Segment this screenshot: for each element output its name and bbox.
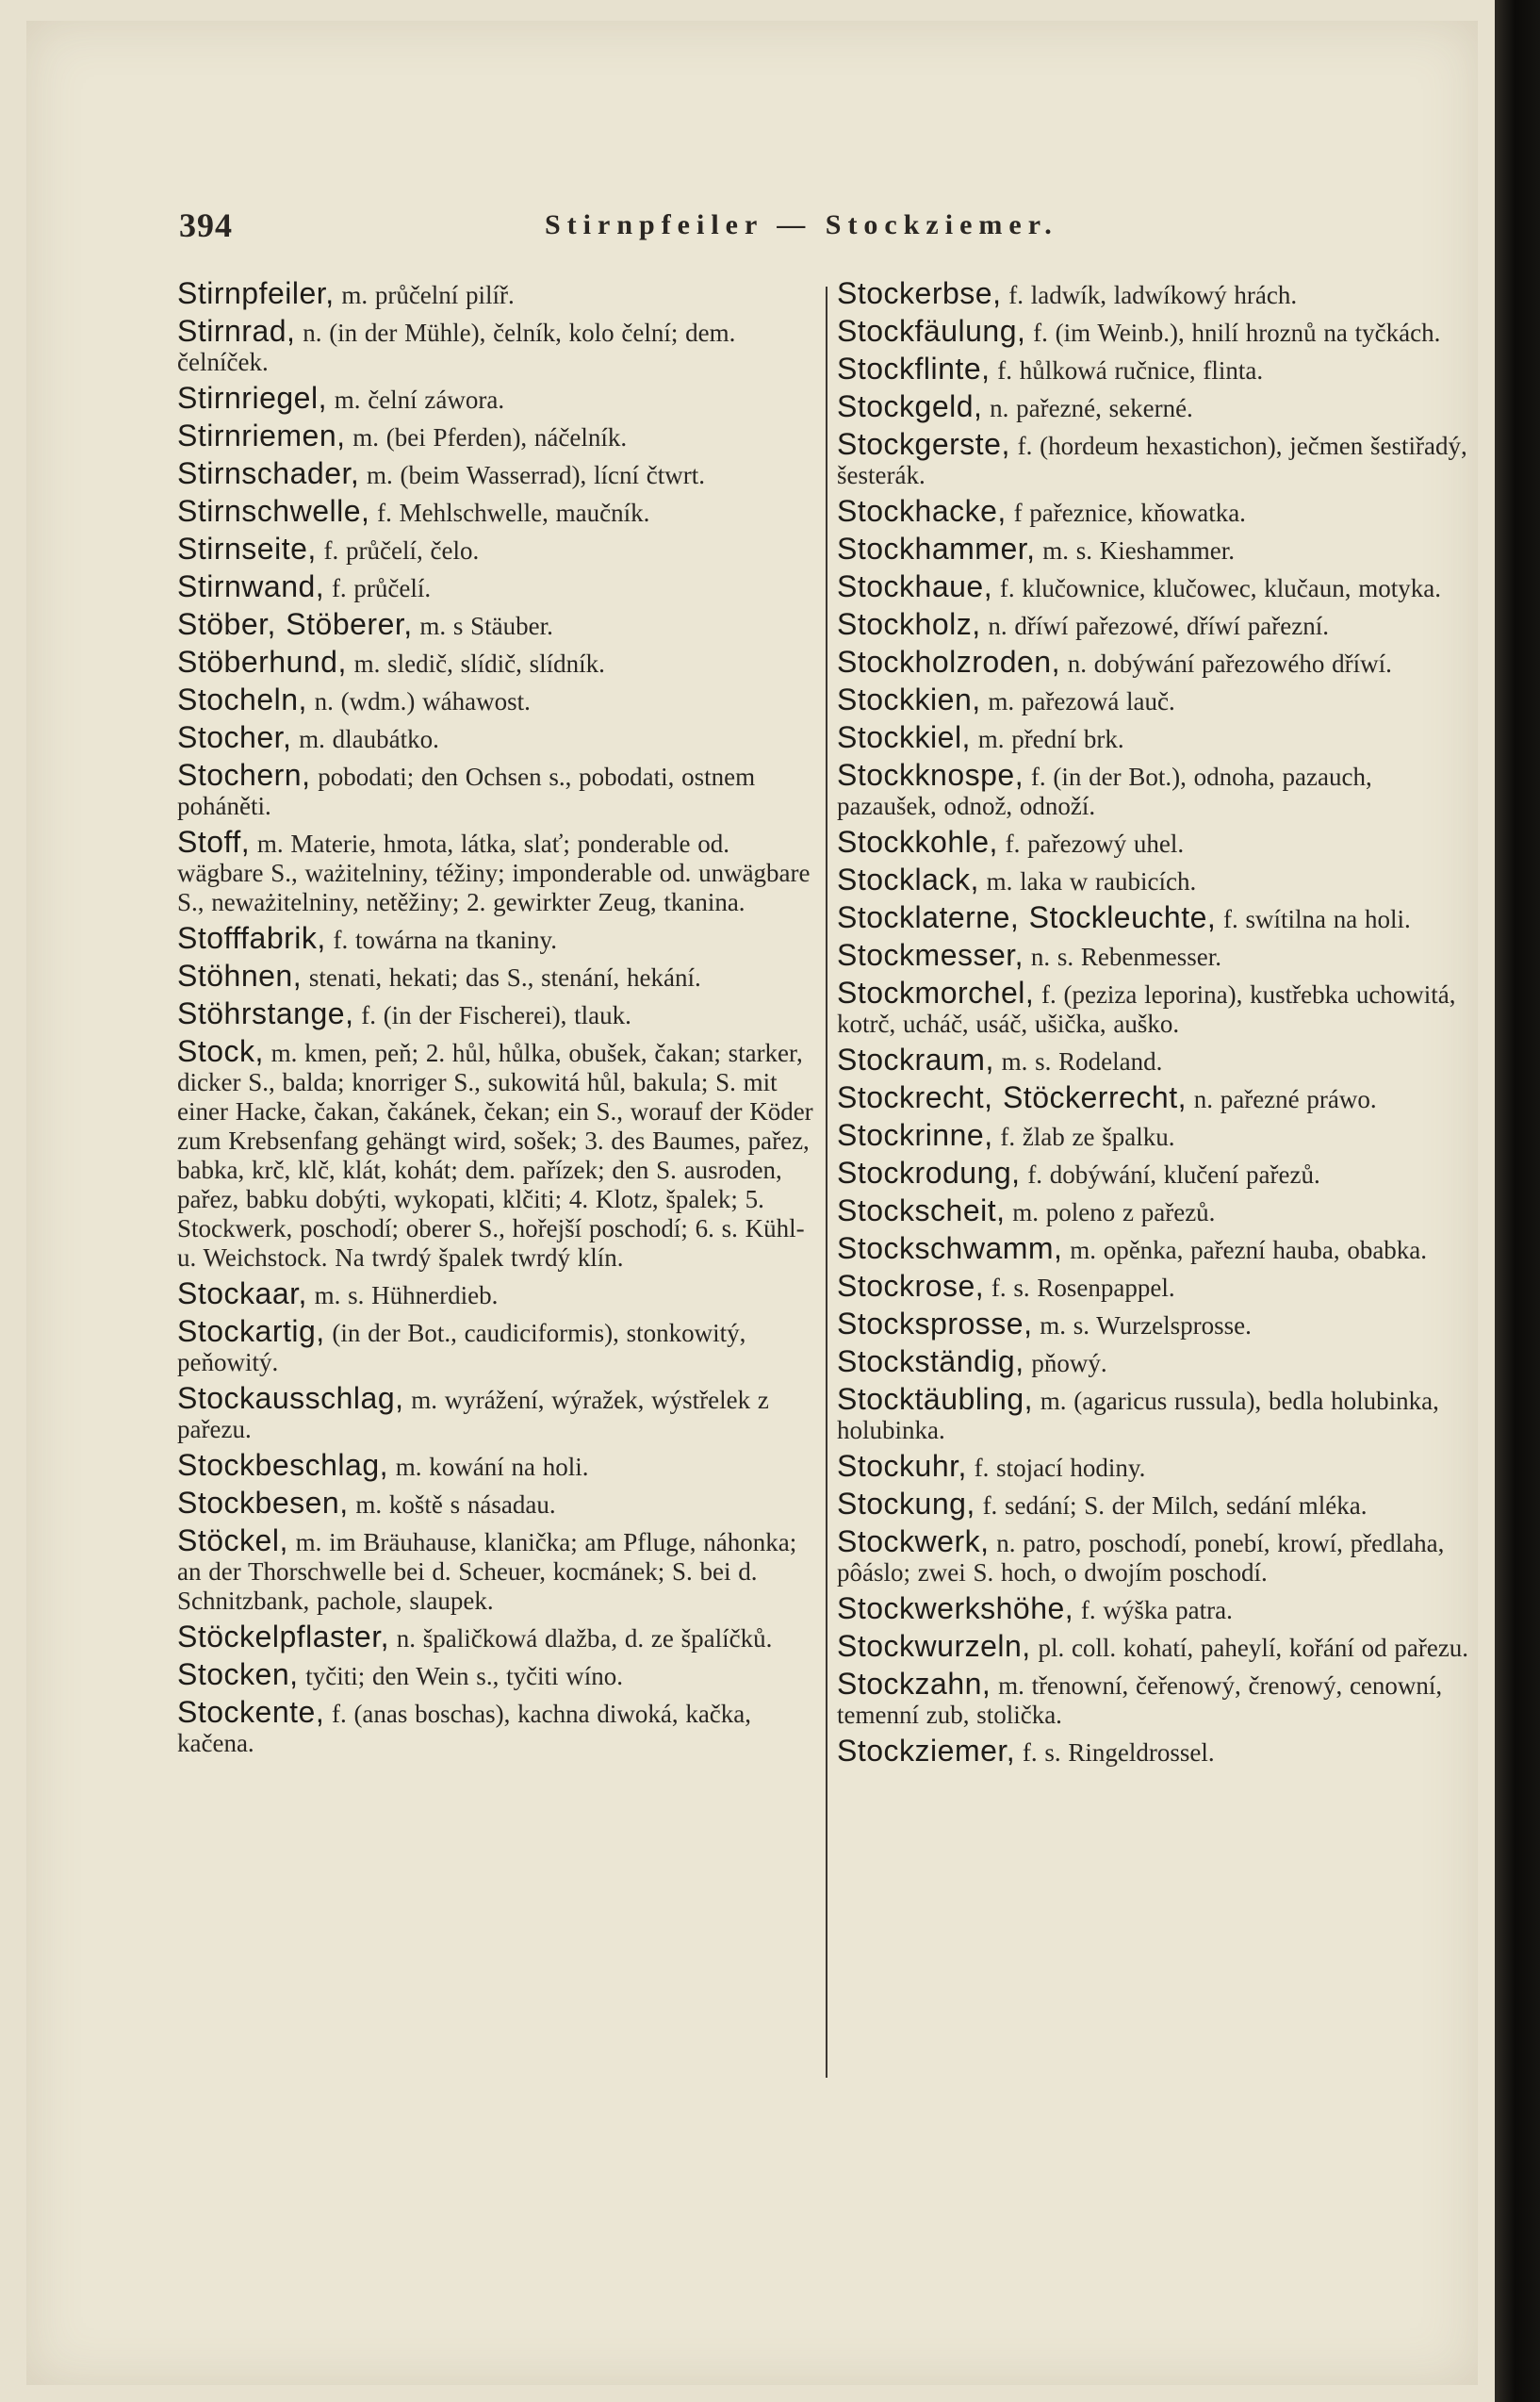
dictionary-entry bbox=[177, 494, 814, 528]
entry-definition: f. žlab ze špalku. bbox=[1000, 1123, 1175, 1151]
dictionary-entry bbox=[177, 720, 814, 754]
entry-definition: m. kowání na holi. bbox=[395, 1453, 589, 1481]
dictionary-entry bbox=[837, 1449, 1476, 1483]
entry-headword: Stockziemer, bbox=[837, 1734, 1016, 1768]
dictionary-entry bbox=[837, 569, 1476, 603]
entry-definition: f. (anas boschas), kachna diwoká, kačka, kačena. bbox=[177, 1700, 752, 1757]
entry-definition: f. průčelí, čelo. bbox=[323, 536, 480, 565]
dictionary-entry bbox=[177, 381, 814, 415]
entry-headword: Stockwerk, bbox=[837, 1524, 990, 1558]
entry-definition: f. pařezowý uhel. bbox=[1005, 830, 1185, 858]
dictionary-entry bbox=[837, 1667, 1476, 1730]
entry-definition: m. poleno z pařezů. bbox=[1012, 1198, 1216, 1226]
dictionary-entry bbox=[837, 389, 1476, 423]
entry-definition: f. ladwík, ladwíkowý hrách. bbox=[1008, 281, 1298, 309]
entry-definition: f. průčelí. bbox=[331, 574, 432, 602]
entry-definition: f. (im Weinb.), hnilí hroznů na tyčkách. bbox=[1033, 319, 1441, 347]
entry-definition: f. s. Rosenpappel. bbox=[991, 1274, 1175, 1302]
dictionary-entry bbox=[837, 976, 1476, 1039]
entry-headword: Stockscheit, bbox=[837, 1193, 1006, 1227]
entry-headword: Stockflinte, bbox=[837, 352, 991, 386]
entry-headword: Stockzahn, bbox=[837, 1667, 991, 1701]
dictionary-entry bbox=[837, 1309, 1476, 1341]
entry-headword: Stöckel, bbox=[177, 1523, 288, 1557]
entry-headword: Stockraum, bbox=[837, 1043, 994, 1077]
dictionary-entry bbox=[837, 532, 1476, 566]
dictionary-entry bbox=[177, 825, 814, 917]
entry-headword: Stofffabrik, bbox=[177, 921, 326, 955]
dictionary-entry bbox=[837, 1269, 1476, 1303]
dictionary-entry bbox=[837, 494, 1476, 528]
entry-headword: Stockkohle, bbox=[837, 825, 998, 859]
page-header bbox=[179, 206, 1482, 253]
dictionary-entry bbox=[177, 1622, 814, 1653]
dictionary-entry bbox=[177, 1695, 814, 1758]
entry-definition: f. dobýwání, klučení pařezů. bbox=[1027, 1160, 1320, 1189]
entry-headword: Stockaar, bbox=[177, 1276, 307, 1310]
entry-headword: Stockerbse, bbox=[837, 276, 1002, 310]
entry-definition: pobodati; den Ochsen s., pobodati, ostnem poháněti. bbox=[177, 763, 756, 820]
entry-headword: Stockholzroden, bbox=[837, 645, 1060, 679]
entry-headword: Stocheln, bbox=[177, 683, 307, 716]
dictionary-entry bbox=[837, 1489, 1476, 1521]
entry-headword: Stockuhr, bbox=[837, 1449, 967, 1483]
entry-definition: m. (agaricus russula), bedla holubinka, holubinka. bbox=[837, 1387, 1439, 1444]
entry-definition: m. (beim Wasserrad), lícní čtwrt. bbox=[367, 461, 705, 489]
entry-definition: n. dobýwání pařezowého dříwí. bbox=[1067, 650, 1392, 678]
entry-definition: m. sledič, slídič, slídník. bbox=[353, 650, 605, 678]
dictionary-entry bbox=[177, 685, 814, 716]
entry-definition: n. špaličkowá dlažba, d. ze špalíčků. bbox=[396, 1624, 773, 1653]
entry-headword: Stöberhund, bbox=[177, 645, 347, 679]
entry-definition: m. s. Hühnerdieb. bbox=[314, 1281, 499, 1309]
entry-headword: Stockschwamm, bbox=[837, 1231, 1063, 1265]
entry-definition: m. s. Wurzelsprosse. bbox=[1040, 1311, 1252, 1340]
dictionary-entry bbox=[837, 865, 1476, 897]
dictionary-entry bbox=[837, 1344, 1476, 1378]
entry-headword: Stirnriemen, bbox=[177, 419, 346, 452]
entry-definition: m. Materie, hmota, látka, slať; ponderable od. wägbare S., ważitelniny, téžiny; imponderable od. unwägbare S., neważitelniny, netěžiny; 2. gewirkter Zeug, tkanina. bbox=[177, 830, 811, 916]
entry-definition: f. (hordeum hexastichon), ječmen šestiřadý, šesterák. bbox=[837, 432, 1467, 489]
entry-definition: m. s. Kieshammer. bbox=[1042, 536, 1235, 565]
dictionary-entry bbox=[177, 607, 814, 641]
entry-definition: n. dříwí pařezowé, dříwí pařezní. bbox=[988, 612, 1329, 640]
entry-headword: Stirnschader, bbox=[177, 456, 360, 490]
entry-definition: f. swítilna na holi. bbox=[1223, 905, 1411, 933]
entry-definition: m. pařezowá lauč. bbox=[988, 687, 1175, 716]
dictionary-entry bbox=[837, 1156, 1476, 1190]
dictionary-entry bbox=[177, 1486, 814, 1520]
entry-definition: n. patro, poschodí, ponebí, krowí, předlaha, pôáslo; zwei S. hoch, o dwojím poschodí. bbox=[837, 1529, 1445, 1587]
entry-definition: m. opěnka, pařezní hauba, obabka. bbox=[1070, 1236, 1428, 1264]
entry-headword: Stocklaterne, Stockleuchte, bbox=[837, 900, 1217, 934]
entry-headword: Stockrose, bbox=[837, 1269, 985, 1303]
dictionary-entry bbox=[177, 1523, 814, 1616]
entry-headword: Stockartig, bbox=[177, 1314, 325, 1348]
dictionary-entry bbox=[837, 1231, 1476, 1265]
entry-definition: m. (bei Pferden), náčelník. bbox=[352, 423, 628, 452]
entry-headword: Stöhnen, bbox=[177, 959, 303, 993]
entry-definition: f. (in der Bot.), odnoha, pazauch, pazaušek, odnož, odnoží. bbox=[837, 763, 1372, 820]
entry-headword: Stirnpfeiler, bbox=[177, 276, 335, 310]
entry-headword: Stockkien, bbox=[837, 683, 981, 716]
entry-definition: n. s. Rebenmesser. bbox=[1030, 943, 1222, 971]
entry-definition: n. pařezné práwo. bbox=[1193, 1085, 1377, 1113]
entry-definition: f. towárna na tkaniny. bbox=[333, 926, 557, 954]
entry-headword: Stockente, bbox=[177, 1695, 325, 1729]
entry-definition: stenati, hekati; das S., stenání, hekání. bbox=[308, 963, 701, 992]
dictionary-entry bbox=[837, 354, 1476, 386]
entry-headword: Stockfäulung, bbox=[837, 314, 1026, 348]
entry-headword: Stochern, bbox=[177, 758, 311, 792]
entry-definition: f. wýška patra. bbox=[1080, 1596, 1233, 1624]
entry-definition: n. pařezné, sekerné. bbox=[990, 394, 1193, 422]
entry-definition: m. laka w raubicích. bbox=[986, 867, 1197, 896]
entry-headword: Stocken, bbox=[177, 1657, 299, 1691]
entry-headword: Stocksprosse, bbox=[837, 1307, 1033, 1341]
dictionary-entry bbox=[177, 456, 814, 490]
entry-definition: f. Mehlschwelle, maučník. bbox=[377, 499, 650, 527]
entry-headword: Stockmesser, bbox=[837, 938, 1024, 972]
entry-definition: m. přední brk. bbox=[977, 725, 1124, 753]
entry-definition: m. s. Rodeland. bbox=[1001, 1047, 1163, 1076]
entry-headword: Stockbeschlag, bbox=[177, 1448, 389, 1482]
entry-definition: m. dlaubátko. bbox=[299, 725, 439, 753]
entry-headword: Stöber, Stöberer, bbox=[177, 607, 413, 641]
entry-definition: m. koště s násadau. bbox=[355, 1490, 556, 1519]
entry-definition: f. stojací hodiny. bbox=[974, 1454, 1146, 1482]
entry-headword: Stockhacke, bbox=[837, 494, 1007, 528]
dictionary-entry bbox=[177, 921, 814, 955]
entry-definition: pňowý. bbox=[1031, 1349, 1107, 1377]
entry-headword: Stockwerkshöhe, bbox=[837, 1591, 1074, 1625]
dictionary-entry bbox=[177, 421, 814, 452]
dictionary-entry bbox=[177, 532, 814, 566]
entry-headword: Stockknospe, bbox=[837, 758, 1024, 792]
entry-definition: f pařeznice, kňowatka. bbox=[1013, 499, 1246, 527]
dictionary-entry bbox=[837, 1591, 1476, 1625]
entry-definition: f. (peziza leporina), kustřebka uchowitá, kotrč, ucháč, usáč, ušička, auško. bbox=[837, 980, 1456, 1038]
entry-headword: Stockrodung, bbox=[837, 1156, 1021, 1190]
entry-headword: Stockmorchel, bbox=[837, 976, 1035, 1010]
entry-headword: Stockholz, bbox=[837, 607, 981, 641]
entry-headword: Stirnrad, bbox=[177, 314, 296, 348]
dictionary-entry bbox=[837, 1629, 1476, 1663]
entry-headword: Stockausschlag, bbox=[177, 1381, 404, 1415]
dictionary-entry bbox=[177, 645, 814, 679]
entry-headword: Stirnwand, bbox=[177, 569, 325, 603]
entry-headword: Stoff, bbox=[177, 825, 251, 859]
dictionary-entry bbox=[837, 1382, 1476, 1445]
dictionary-entry bbox=[837, 825, 1476, 859]
dictionary-entry bbox=[837, 607, 1476, 641]
dictionary-entry bbox=[837, 1118, 1476, 1152]
entry-definition: f. sedání; S. der Milch, sedání mléka. bbox=[982, 1491, 1368, 1520]
dictionary-entry bbox=[177, 1034, 814, 1273]
entry-definition: f. klučownice, klučowec, klučaun, motyka. bbox=[999, 574, 1441, 602]
book-edge-shadow bbox=[1495, 0, 1540, 2402]
dictionary-entry bbox=[177, 1314, 814, 1377]
dictionary-entry bbox=[837, 758, 1476, 821]
entry-headword: Stöckelpflaster, bbox=[177, 1620, 389, 1653]
entry-headword: Stöhrstange, bbox=[177, 996, 354, 1030]
entry-headword: Stockkiel, bbox=[837, 720, 971, 754]
entry-headword: Stirnschwelle, bbox=[177, 494, 370, 528]
entry-definition: pl. coll. kohatí, paheylí, kořání od pařezu. bbox=[1038, 1634, 1469, 1662]
entry-headword: Stockwurzeln, bbox=[837, 1629, 1031, 1663]
dictionary-entry bbox=[177, 996, 814, 1030]
entry-headword: Stockung, bbox=[837, 1487, 975, 1521]
running-head: Stirnpfeiler — Stockziemer. bbox=[545, 209, 1058, 240]
entry-definition: m. wyrážení, wýražek, wýstřelek z pařezu. bbox=[177, 1386, 769, 1443]
entry-definition: f. s. Ringeldrossel. bbox=[1022, 1738, 1215, 1767]
entry-headword: Stirnseite, bbox=[177, 532, 317, 566]
dictionary-entry bbox=[837, 720, 1476, 754]
dictionary-entry bbox=[177, 314, 814, 377]
entry-definition: m. kmen, peň; 2. hůl, hůlka, obušek, čakan; starker, dicker S., balda; knorriger S., sukowitá hůl, bakula; S. mit einer Hacke, čakan, čakánek, čekan; ein S., worauf der Köder zum Krebsenfang gehängt wird, sošek; 3. des Baumes, pařez, babka, krč, klč, klát, kohát; dem. pařízek; den S. ausroden, pařez, babku dobýti, wykopati, klčiti; 4. Klotz, špalek; 5. Stockwerk, poschodí; oberer S., hořejší poschodí; 6. s. Kühl- u. Weichstock. Na twrdý špalek twrdý klín. bbox=[177, 1039, 813, 1272]
entry-headword: Stockrecht, Stöckerrecht, bbox=[837, 1080, 1187, 1114]
dictionary-entry bbox=[177, 276, 814, 310]
dictionary-entry bbox=[837, 314, 1476, 348]
entry-headword: Stocher, bbox=[177, 720, 292, 754]
entry-definition: n. (in der Mühle), čelník, kolo čelní; dem. čelníček. bbox=[177, 319, 736, 376]
dictionary-entry bbox=[177, 1381, 814, 1444]
dictionary-entry bbox=[837, 1080, 1476, 1114]
dictionary-entry bbox=[177, 959, 814, 993]
entry-definition: (in der Bot., caudiciformis), stonkowitý, peňowitý. bbox=[177, 1319, 746, 1376]
page-number: 394 bbox=[179, 206, 233, 244]
dictionary-entry bbox=[177, 1448, 814, 1482]
dictionary-entry bbox=[837, 1736, 1476, 1768]
dictionary-entry bbox=[837, 276, 1476, 310]
entry-headword: Stockgerste, bbox=[837, 427, 1010, 461]
entry-headword: Stockbesen, bbox=[177, 1486, 349, 1520]
entry-definition: m. im Bräuhause, klanička; am Pfluge, náhonka; an der Thorschwelle bei d. Scheuer, kocmánek; S. bei d. Schnitzbank, pachole, slaupek. bbox=[177, 1528, 797, 1615]
column-divider bbox=[826, 287, 827, 2078]
entry-definition: n. (wdm.) wáhawost. bbox=[314, 687, 531, 716]
right-column bbox=[837, 276, 1476, 1774]
entry-definition: m. s Stäuber. bbox=[419, 612, 553, 640]
dictionary-entry bbox=[837, 900, 1476, 934]
entry-headword: Stocklack, bbox=[837, 863, 979, 897]
entry-definition: f. (in der Fischerei), tlauk. bbox=[361, 1001, 631, 1029]
dictionary-entry bbox=[837, 1193, 1476, 1227]
dictionary-entry bbox=[837, 645, 1476, 679]
entry-headword: Stockgeld, bbox=[837, 389, 983, 423]
entry-definition: m. třenowní, čeřenowý, črenowý, cenowní, temenní zub, stolička. bbox=[837, 1671, 1443, 1729]
entry-headword: Stockständig, bbox=[837, 1344, 1024, 1378]
entry-headword: Stockhammer, bbox=[837, 532, 1036, 566]
entry-headword: Stocktäubling, bbox=[837, 1382, 1034, 1416]
entry-definition: f. hůlkowá ručnice, flinta. bbox=[997, 356, 1264, 385]
dictionary-entry bbox=[837, 1524, 1476, 1588]
dictionary-entry bbox=[837, 685, 1476, 716]
left-column bbox=[177, 276, 814, 1765]
dictionary-entry bbox=[177, 1657, 814, 1691]
entry-definition: m. průčelní pilíř. bbox=[341, 281, 515, 309]
entry-definition: m. čelní záwora. bbox=[334, 386, 505, 414]
entry-definition: tyčiti; den Wein s., tyčiti wíno. bbox=[305, 1662, 624, 1690]
dictionary-entry bbox=[837, 1045, 1476, 1077]
entry-headword: Stockhaue, bbox=[837, 569, 993, 603]
entry-headword: Stirnriegel, bbox=[177, 381, 327, 415]
dictionary-entry bbox=[177, 569, 814, 603]
dictionary-entry bbox=[837, 427, 1476, 490]
dictionary-entry bbox=[837, 938, 1476, 972]
entry-headword: Stock, bbox=[177, 1034, 264, 1068]
dictionary-entry bbox=[177, 758, 814, 821]
dictionary-entry bbox=[177, 1276, 814, 1310]
entry-headword: Stockrinne, bbox=[837, 1118, 993, 1152]
